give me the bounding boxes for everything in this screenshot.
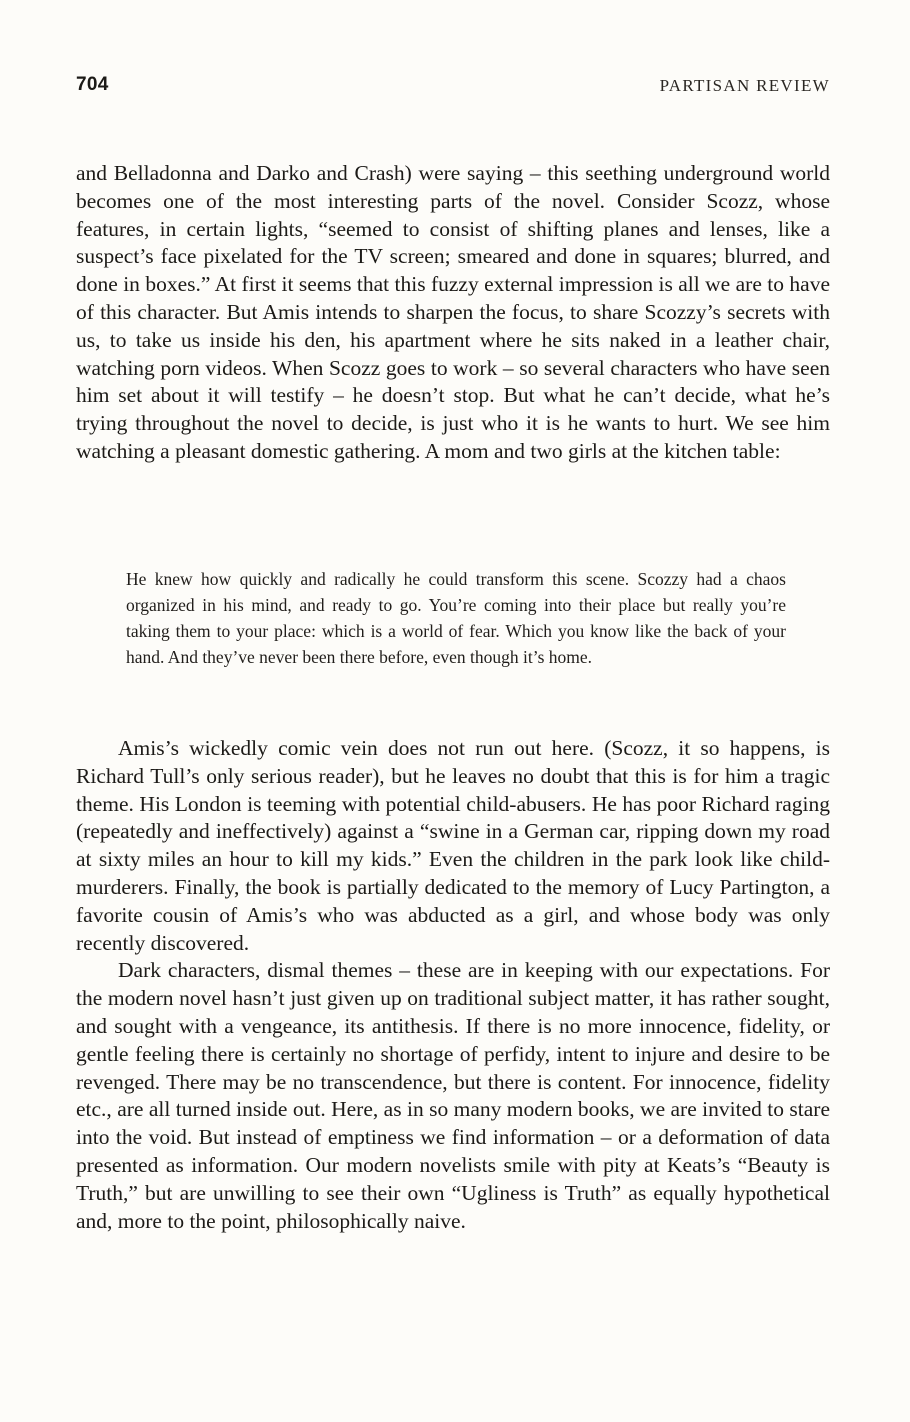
block-quote [126, 566, 786, 670]
body-text-bottom [76, 735, 830, 1235]
body-text-top [76, 160, 830, 466]
paragraph-dark-characters: Dark characters, dismal themes – these are in keeping with our expectations. For the modern novel hasn’t just given up on traditional subject matter, it has rather sought, and sought with a vengeance, its antithesis. If there is no more innocence, fidelity, or gentle feeling there is certainly no shortage of perfidy, intent to injure and desire to be revenged. There may be no transcendence, but there is content. For innocence, fidelity etc., are all turned inside out. Here, as in so many modern books, we are invited to stare into the void. But instead of emptiness we find information – or a deformation of data presented as information. Our modern novelists smile with pity at Keats’s “Beauty is Truth,” but are unwilling to see their own “Ugliness is Truth” as equally hypothetical and, more to the point, philosophically naive. [76, 958, 830, 1233]
paragraph-amis-comic-vein: Amis’s wickedly comic vein does not run out here. (Scozz, it so happens, is Richard Tull’s only serious reader), but he leaves no doubt that this is for him a tragic theme. His London is teeming with potential child-abusers. He has poor Richard raging (repeatedly and ineffectively) against a “swine in a German car, ripping down my road at sixty miles an hour to kill my kids.” Even the children in the park look like child-murderers. Finally, the book is partially dedicated to the memory of Lucy Partington, a favorite cousin of Amis’s who was abducted as a girl, and whose body was only recently discovered. [76, 736, 830, 955]
page-header [76, 74, 830, 104]
page-number: 704 [76, 74, 109, 95]
block-quote-text: He knew how quickly and radically he could transform this scene. Scozzy had a chaos organized in his mind, and ready to go. You’re coming into their place but really you’re taking them to your place: which is a world of fear. Which you know like the back of your hand. And they’ve never been there before, even though it’s home. [126, 569, 786, 667]
running-head-journal-title: PARTISAN REVIEW [659, 76, 830, 95]
paragraph-continued: and Belladonna and Darko and Crash) were saying – this seething underground world becomes one of the most interesting parts of the novel. Consider Scozz, whose features, in certain lights, “seemed to consist of shifting planes and lenses, like a suspect’s face pixelated for the TV screen; smeared and done in squares; blurred, and done in boxes.” At first it seems that this fuzzy external impression is all we are to have of this character. But Amis intends to sharpen the focus, to share Scozzy’s secrets with us, to take us inside his den, his apartment where he sits naked in a leather chair, watching porn videos. When Scozz goes to work – so several characters who have seen him set about it will testify – he doesn’t stop. But what he can’t decide, what he’s trying throughout the novel to decide, is just who it is he wants to hurt. We see him watching a pleasant domestic gathering. A mom and two girls at the kitchen table: [76, 161, 830, 463]
